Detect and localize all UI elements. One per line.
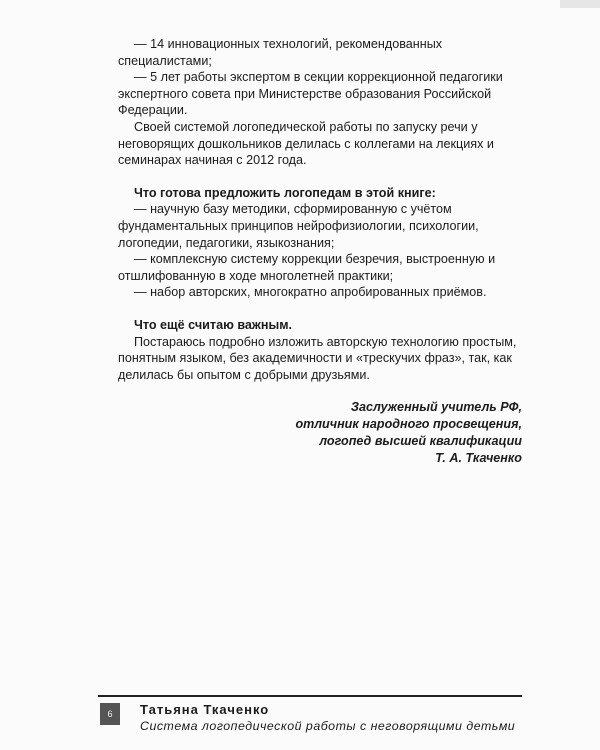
footer-book-title: Система логопедической работы с неговорящими детьми [140,719,516,733]
footer-author: Татьяна Ткаченко [140,702,270,717]
page-body [118,36,522,466]
signature-qualification: логопед высшей квалификации [319,433,522,448]
offer-heading: Что готова предложить логопедам в этой книге: [134,185,436,200]
important-text: Постараюсь подробно изложить авторскую технологию простым, понятным языком, без академичности и «трескучих фраз», так, как делилась бы опытом с добрыми друзьями. [118,334,517,382]
intro-item-technologies: — 14 инновационных технологий, рекомендованных специалистами; [118,37,443,68]
signature-honor: отличник народного просвещения, [295,417,522,432]
page-number: 6 [100,703,120,725]
signature-name: Т. А. Ткаченко [435,450,522,465]
intro-item-expert: — 5 лет работы экспертом в секции коррекционной педагогики экспертного совета при Министерстве образования Российской Федерации. [118,70,503,118]
offer-item-techniques: — набор авторских, многократно апробированных приёмов. [134,285,487,300]
intro-paragraph: Своей системой логопедической работы по запуску речи у неговорящих дошкольников делилась с коллегами на лекциях и семинарах начиная с 2012 года. [118,119,494,168]
signature-title: Заслуженный учитель РФ, [350,400,522,415]
footer-divider [98,695,522,697]
scan-artifact [560,0,600,8]
important-heading: Что ещё считаю важным. [134,317,293,332]
author-signature [118,399,522,466]
offer-item-system: — комплексную систему коррекции безречия, выстроенную и отшлифованную в ходе многолетней практики; [118,252,496,283]
offer-item-science: — научную базу методики, сформированную с учётом фундаментальных принципов нейрофизиологии, психологии, логопедии, педагогики, языкознания; [118,202,479,250]
